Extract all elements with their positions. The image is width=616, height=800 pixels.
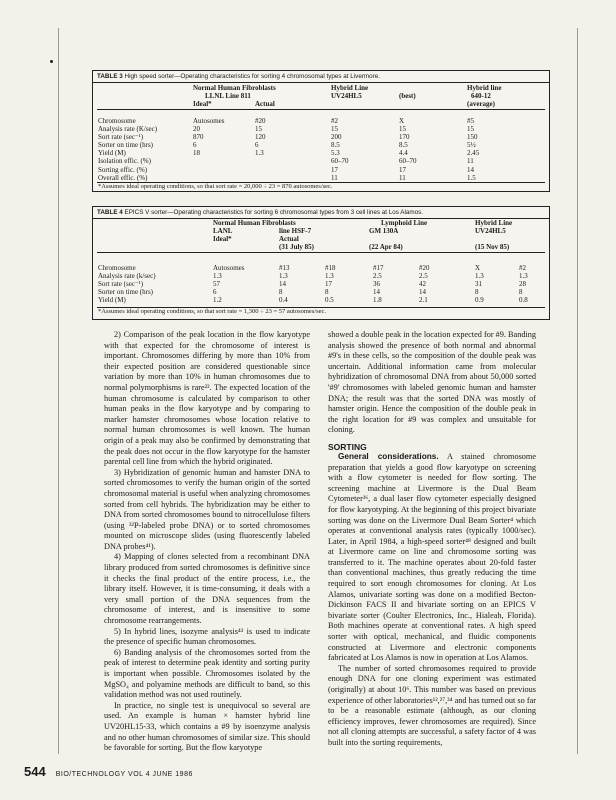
table-cell: 11 [331,173,338,182]
table-cell: 0.9 [475,296,484,305]
table-cell: 170 [399,133,410,142]
table-cell: 15 [399,125,406,134]
table-4 [92,206,550,320]
table-cell: X [399,117,405,125]
table-cell: 0.4 [279,296,288,305]
table-cell [255,166,266,174]
right-para-1 [328,452,536,664]
t3-group1: Normal Human Fibroblasts [193,84,276,92]
left-para-1: 2) Comparison of the peak location in the flow karyotype with that expected for the chromosome of interest is important. Chromosomes differing by more than 10% from their expected position are considered questionable since variation by more than 10% in human chromosomes due to normal polymorphisms is rare²². The expected location of the human chromosome is calculated by comparison to other human peaks in the flow karyotype and by comparing to marker hamster chromosomes whose location relative to normal human chromosomes is well known. The human origin of a peak may also be confirmed by demonstrating that the peak does not occur in the flow karyotype for the hamster parental cell line from which the hybrid originated. [104,330,310,467]
table-cell: #20 [255,117,266,125]
table-cell [255,157,266,165]
table-cell: #2 [519,264,526,272]
table-cell: #18 [325,264,336,272]
t3-col-average [467,117,479,182]
table-cell: #20 [419,264,430,272]
left-para-4: 5) In hybrid lines, isozyme analysis⁴³ is used to indicate the presence of specific human chromosomes. [104,626,310,647]
t4-col-hybrid-2 [519,264,528,304]
table-cell: 0.5 [325,296,334,305]
table-4-label: TABLE 4 [97,209,123,216]
t3-footnote: *Assumes ideal operating conditions, so that sort rate = 20,000 ÷ 23 = 870 autosomes/sec. [98,183,333,190]
table-cell: 15 [467,125,474,134]
t4-col-lymphoid-20 [419,264,430,304]
table-cell: 17 [399,165,406,174]
table-cell [193,174,225,182]
table-cell: 14 [467,165,474,174]
t4-row-labels [98,264,156,304]
table-cell: Sort rate (sec⁻¹) [98,280,144,289]
table-cell: 8 [475,288,479,297]
t3-col-hybrid [331,117,349,182]
table-cell: 0.8 [519,296,528,305]
table-cell: 57 [213,280,220,289]
table-cell: 1.3 [325,272,334,281]
table-cell: 11 [467,157,474,166]
table-cell: 2.45 [467,149,480,158]
t3-group3: Hybrid line [467,84,502,92]
table-cell: 8 [279,288,283,297]
table-cell: Sorting effic. (%) [98,165,148,174]
right-para-2: The number of sorted chromosomes required to provide enough DNA for one cloning experiment was estimated (originally) at about 10⁶. This number was based on previous experience of other laboratories¹²,²⁷,³⁴ and has turned out so far to be a reasonable estimate (although, as our cloning efficiency improves, fewer chromosomes are required). Since not all cloning attempts are successful, a safety factor of 4 was built into the sorting requirements, [328,663,536,747]
table-cell: Yield (M) [98,149,126,158]
table-cell: 6 [193,141,197,150]
table-3-label: TABLE 3 [97,73,123,80]
t3-group1-sub: LLNL Line 811 [205,92,251,100]
table-cell: Isolation effic. (%) [98,157,151,166]
table-cell: 60–70 [331,157,349,166]
table-cell: 15 [331,125,338,134]
section-title-sorting: SORTING [328,441,367,452]
t4-header-rule [97,252,545,253]
table-cell: 8 [519,288,523,297]
left-column [104,330,310,754]
table-cell: 14 [279,280,286,289]
t3-col-ideal [193,117,225,182]
table-cell: 60–70 [399,157,417,166]
table-cell: Autosomes [213,264,245,272]
table-cell: 5½ [467,141,476,150]
table-cell: Chromosome [98,117,136,125]
left-para-6: In practice, no single test is unequivocal so several are used. An example is human × hamster hybrid line UV20HL15-33, which contains a #9 by isoenzyme analysis and no other human chromosomes of similar size. This should be favorable for sorting. But the flow karyotype [104,700,310,753]
t4-footnote: *Assumes ideal operating conditions, so that sort rate = 1,300 ÷ 23 = 57 autosomes/sec. [98,308,327,315]
t3-best: (best) [399,92,416,100]
table-cell: Yield (M) [98,296,126,305]
t3-actual: Actual [255,100,275,108]
table-cell: 42 [419,280,426,289]
t4-ideal: Ideal* [213,235,232,243]
table-cell: Sorter on time (hrs) [98,288,154,297]
t3-group3-sub2: (average) [467,100,495,108]
table-cell: 1.3 [213,272,222,281]
table-cell: 1.5 [467,173,476,182]
table-cell: 8 [325,288,329,297]
table-cell: 1.3 [279,272,288,281]
scan-mark [50,60,53,63]
table-cell: Analysis rate (k/sec) [98,272,156,281]
table-cell: 200 [331,133,342,142]
table-cell: X [475,264,481,272]
table-cell: 8.5 [399,141,408,150]
t4-col-lymphoid-17 [373,264,384,304]
table-cell: 6 [255,141,259,150]
t4-group2-sub: GM 130A [369,227,399,235]
t4-lanl: LANL [213,227,233,235]
left-para-2: 3) Hybridization of genomic human and hamster DNA to sorted chromosomes to verify the human origin of the sorted chromosomal material is useful when analyzing chromosomes sorted from cell hybrids. The hybridization may be either to DNA from sorted chromosomes bound to nitrocellulose filters (using ³²P-labeled probe DNA) or to sorted chromosomes mounted on microscope slides (using fluorescently labeled DNA probes⁴¹). [104,467,310,551]
page-footer [24,763,193,781]
table-cell: 870 [193,133,204,142]
t4-date1: (31 July 85) [279,243,314,251]
runin-heading: General considerations. [338,451,439,461]
table-cell: Analysis rate (K/sec) [98,125,158,134]
table-cell: 15 [255,125,262,134]
t4-col-actual-18 [325,264,336,304]
table-cell: 31 [475,280,482,289]
table-4-title: EPICS V sorter—Operating characteristics for sorting 6 chromosomal types from 3 cell lines at Los Alamos. [124,209,424,216]
table-3-caption [93,71,549,83]
t4-actual: Actual [279,235,299,243]
right-column [328,330,536,749]
t3-row-labels [98,117,157,182]
table-cell: 1.2 [213,296,222,305]
table-cell: 14 [373,288,380,297]
table-cell: 2.5 [419,272,428,281]
table-cell: 150 [467,133,478,142]
t4-group1: Normal Human Fibroblasts [213,219,296,227]
t4-date3: (15 Nov 85) [475,243,510,251]
table-cell: 8.5 [331,141,340,150]
table-cell: Sorter on time (hrs) [98,141,154,150]
table-cell: 120 [255,133,266,142]
table-cell: 18 [193,149,200,158]
table-cell: 2.1 [419,296,428,305]
table-4-caption [93,207,549,219]
table-cell [255,174,266,182]
t3-group3-sub: 640-12 [471,92,491,100]
table-cell: Sort rate (sec⁻¹) [98,133,144,142]
t3-col-actual [255,117,266,182]
right-para-1-text: A stained chromosome preparation that yields a good flow karyotype on screening with a flow cytometer is needed for flow sorting. The screening machine at Livermore is the Dual Beam Cytometer³⁶, a dual laser flow cytometer especially designed for flow karyotyping. At the beginning of this project bivariate sorting was done on the Livermore Dual Beam Sorter⁴ which operates at conventional analysis rates (typically 1000/sec). Later, in April 1984, a high-speed sorter⁴⁸ designed and built at Livermore came on line and chromosome sorting was transferred to it. The machine operates about 20-fold faster than conventional machines, thus greatly reducing the time required to sort enough chromosomes for cloning. At Los Alamos, univariate sorting was done on a modified Becton-Dickinson FACS II and bivariate sorting on an EPICS V bivariate sorter (Coulter Electronics, Inc., Hialeah, Florida). Both machines operate at conventional rates. A high speed sorter with optical, mechanical, and fluidic components constructed at Livermore and electronic components fabricated at Los Alamos is now in operation at Los Alamos. [328,451,536,663]
table-cell: 1.8 [373,296,382,305]
table-cell: 28 [519,280,526,289]
table-cell: 6 [213,288,217,297]
t3-group2: Hybrid Line [331,84,369,92]
t4-col-ideal [213,264,245,304]
t4-group2: Lymphoid Line [381,219,428,227]
t3-ideal: Ideal* [193,100,212,108]
table-cell: 5.3 [331,149,340,158]
t4-date2: (22 Apr 84) [369,243,403,251]
table-cell: #5 [467,117,474,125]
left-para-5: 6) Banding analysis of the chromosomes sorted from the peak of interest to determine peak identity and sorting purity is important when possible. Chromosomes isolated by the MgSO₄ and polyamine methods are difficult to band, so this validation method was not used routinely. [104,647,310,700]
t3-col-best [399,117,417,182]
table-cell: Autosomes [193,117,225,125]
table-cell: 14 [419,288,426,297]
table-cell [193,157,225,165]
table-cell: 1.3 [475,272,484,281]
t4-col-hybrid-x [475,264,484,304]
t4-line-hsf: line HSF-7 [279,227,312,235]
t4-group3-sub: UV24HL5 [475,227,506,235]
table-cell: 20 [193,125,200,134]
t4-col-actual-13 [279,264,290,304]
table-3-title: High speed sorter—Operating characteristics for sorting 4 chromosomal types at Livermore. [124,73,381,80]
table-cell: #17 [373,264,384,272]
table-cell: #2 [331,117,338,125]
table-cell: 4.4 [399,149,408,158]
table-cell: 17 [331,165,338,174]
table-cell: 11 [399,173,406,182]
table-cell [193,166,225,174]
table-cell: #13 [279,264,290,272]
table-cell: 17 [325,280,332,289]
table-cell: 1.3 [519,272,528,281]
table-cell: Chromosome [98,264,136,272]
table-cell: 2.5 [373,272,382,281]
table-cell: 36 [373,280,380,289]
table-cell: Overall effic. (%) [98,173,148,182]
table-cell: 1.3 [255,149,264,158]
t3-group2-sub: UV24HL5 [331,92,362,100]
right-continuation: showed a double peak in the location expected for #9. Banding analysis showed the presence of both normal and abnormal #9's in these cells, so the composition of the double peak was uncertain. Additional information came from molecular hybridization of chromosomal DNA from about 50,000 sorted '#9' chromosomes with labeled genomic human and hamster DNA; the result was that the sorted DNA was mostly of hamster origin. Hence the composition of the double peak in the right location for #9 was complex and unsuitable for cloning. [328,330,536,435]
t3-header-rule [97,109,545,110]
journal-line: BIO/TECHNOLOGY VOL 4 JUNE 1986 [55,771,193,778]
t4-group3: Hybrid Line [475,219,513,227]
page-number: 544 [24,764,46,779]
left-para-3: 4) Mapping of clones selected from a recombinant DNA library produced from sorted chromosomes is definitive since it checks the final product of the entire process, i.e., the library itself. However, it is time-consuming, it deals with a very small portion of the DNA sequences from the chromosome of interest, and is insensitive to some chromosome rearrangements. [104,552,310,626]
table-3 [92,70,550,192]
